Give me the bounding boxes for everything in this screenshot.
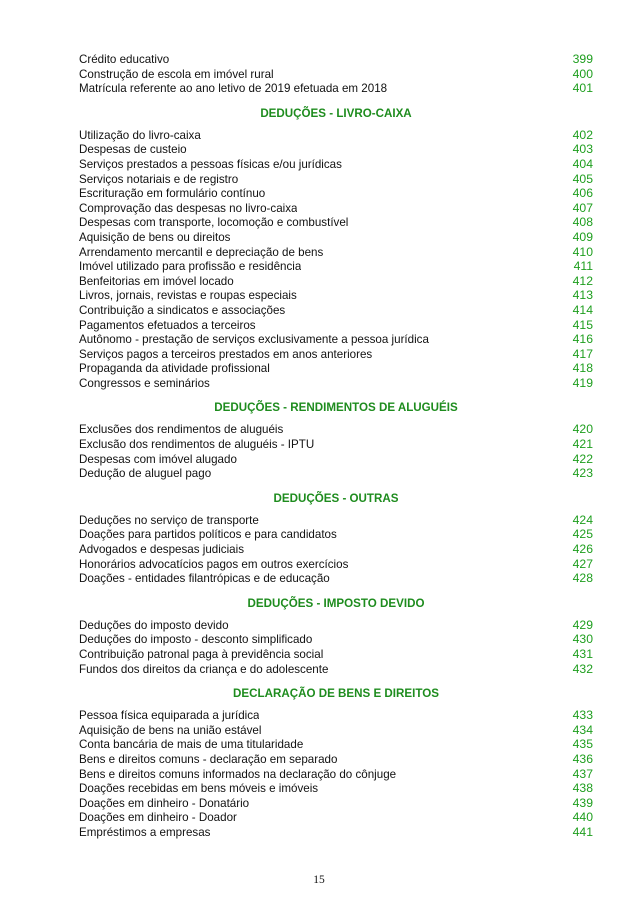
toc-entry-page-number: 399: [572, 52, 593, 66]
toc-entry[interactable]: [79, 245, 593, 260]
toc-entry-title: Matrícula referente ao ano letivo de 2019 efetuada em 2018: [79, 82, 388, 96]
toc-entry-title: Utilização do livro-caixa: [79, 128, 201, 142]
toc-entry[interactable]: [79, 632, 593, 647]
toc-entry-title: Despesas de custeio: [79, 143, 187, 157]
toc-entry-page-number: 423: [572, 466, 593, 481]
toc-entry[interactable]: [79, 201, 593, 216]
toc-entry-title: Advogados e despesas judiciais: [79, 543, 244, 557]
toc-entry-page-number: 413: [572, 288, 593, 303]
toc-entry[interactable]: [79, 542, 593, 557]
toc-entry-title: Contribuição a sindicatos e associações: [79, 303, 286, 317]
section-heading: DEDUÇÕES - IMPOSTO DEVIDO: [247, 596, 425, 610]
section-heading: DEDUÇÕES - LIVRO-CAIXA: [260, 106, 412, 120]
toc-entry-title: Serviços pagos a terceiros prestados em anos anteriores: [79, 347, 373, 361]
toc-entry-page-number: 417: [572, 346, 593, 361]
toc-entry[interactable]: [79, 172, 593, 187]
toc-entry-title: Serviços notariais e de registro: [79, 172, 239, 186]
toc-entry-title: Autônomo - prestação de serviços exclusivamente a pessoa jurídica: [79, 333, 429, 347]
toc-entry[interactable]: [79, 571, 593, 586]
toc-entry-title: Benfeitorias em imóvel locado: [79, 274, 234, 288]
table-of-contents: [79, 52, 593, 840]
toc-entry[interactable]: [79, 274, 593, 289]
toc-entry-title: Doações em dinheiro - Donatário: [79, 796, 250, 810]
toc-entry-page-number: 427: [572, 556, 593, 571]
toc-entry-page-number: 438: [572, 781, 593, 796]
toc-entry-page-number: 406: [572, 186, 593, 201]
toc-entry[interactable]: [79, 825, 593, 840]
toc-entry-title: Despesas com imóvel alugado: [79, 452, 237, 466]
toc-entry-page-number: 432: [572, 661, 593, 676]
toc-entry-title: Conta bancária de mais de uma titularidade: [79, 738, 304, 752]
toc-entry[interactable]: [79, 752, 593, 767]
toc-entry[interactable]: [79, 557, 593, 572]
toc-entry-title: Exclusões dos rendimentos de aluguéis: [79, 423, 284, 437]
toc-entry-title: Arrendamento mercantil e depreciação de bens: [79, 245, 324, 259]
toc-entry-page-number: 430: [572, 632, 593, 647]
toc-entry-page-number: 415: [572, 317, 593, 332]
toc-entry-title: Bens e direitos comuns - declaração em separado: [79, 752, 338, 766]
toc-entry-title: Crédito educativo: [79, 53, 170, 66]
toc-entry[interactable]: [79, 708, 593, 723]
toc-entry[interactable]: [79, 318, 593, 333]
toc-entry-page-number: 441: [572, 824, 593, 839]
toc-entry-title: Doações - entidades filantrópicas e de educação: [79, 572, 330, 586]
toc-entry-title: Honorários advocatícios pagos em outros exercícios: [79, 557, 349, 571]
toc-entry[interactable]: [79, 527, 593, 542]
toc-entry-page-number: 409: [572, 229, 593, 244]
toc-entry-page-number: 422: [572, 451, 593, 466]
toc-entry-page-number: 436: [572, 751, 593, 766]
toc-entry-title: Doações recebidas em bens móveis e imóveis: [79, 782, 319, 796]
toc-entry-page-number: 405: [572, 171, 593, 186]
toc-entry-title: Doações para partidos políticos e para candidatos: [79, 528, 337, 542]
toc-entry-title: Despesas com transporte, locomoção e combustível: [79, 216, 349, 230]
toc-entry-page-number: 428: [572, 571, 593, 586]
toc-entry-title: Pagamentos efetuados a terceiros: [79, 318, 256, 332]
toc-entry[interactable]: [79, 376, 593, 391]
toc-entry-page-number: 414: [572, 302, 593, 317]
toc-entry[interactable]: [79, 230, 593, 245]
toc-entry-page-number: 439: [572, 795, 593, 810]
toc-entry-title: Serviços prestados a pessoas físicas e/ou jurídicas: [79, 157, 342, 171]
toc-entry[interactable]: [79, 723, 593, 738]
toc-entry-page-number: 416: [572, 332, 593, 347]
toc-entry-title: Aquisição de bens na união estável: [79, 723, 262, 737]
toc-entry[interactable]: [79, 186, 593, 201]
page-number: 15: [313, 874, 325, 886]
toc-entry-page-number: 440: [572, 810, 593, 825]
toc-entry-page-number: 404: [572, 156, 593, 171]
toc-entry-title: Exclusão dos rendimentos de aluguéis - IPTU: [79, 438, 315, 452]
toc-entry-page-number: 429: [572, 617, 593, 632]
toc-entry-title: Bens e direitos comuns informados na declaração do cônjuge: [79, 767, 397, 781]
toc-entry[interactable]: [79, 466, 593, 481]
toc-entry-title: Fundos dos direitos da criança e do adolescente: [79, 662, 329, 676]
toc-entry-page-number: 407: [572, 200, 593, 215]
toc-entry-page-number: 412: [572, 273, 593, 288]
toc-entry-title: Comprovação das despesas no livro-caixa: [79, 201, 298, 215]
toc-entry-page-number: 435: [572, 737, 593, 752]
toc-entry-page-number: 437: [572, 766, 593, 781]
section-heading: DEDUÇÕES - RENDIMENTOS DE ALUGUÉIS: [214, 401, 458, 415]
section-heading: DECLARAÇÃO DE BENS E DIREITOS: [233, 687, 439, 701]
toc-entry-title: Pessoa física equiparada a jurídica: [79, 709, 260, 723]
toc-entry-title: Dedução de aluguel pago: [79, 467, 212, 481]
toc-entry-page-number: 433: [572, 708, 593, 723]
toc-entry-page-number: 431: [572, 647, 593, 661]
toc-entry-title: Empréstimos a empresas: [79, 825, 211, 839]
toc-entry[interactable]: [79, 662, 593, 677]
toc-entry-page-number: 419: [572, 375, 593, 390]
toc-entry-page-number: 410: [572, 244, 593, 259]
section-heading: DEDUÇÕES - OUTRAS: [273, 491, 399, 505]
toc-entry-title: Deduções do imposto devido: [79, 618, 229, 632]
toc-entry-page-number: 421: [572, 437, 593, 452]
toc-entry-page-number: 402: [572, 127, 593, 142]
toc-entry[interactable]: [79, 781, 593, 796]
toc-entry[interactable]: [79, 81, 593, 96]
toc-entry[interactable]: [79, 332, 593, 347]
toc-entry-page-number: 411: [573, 259, 593, 274]
toc-entry-title: Congressos e seminários: [79, 376, 210, 390]
toc-entry[interactable]: [79, 303, 593, 318]
toc-entry-page-number: 400: [572, 66, 593, 81]
toc-entry-page-number: 408: [572, 215, 593, 230]
toc-entry-title: Aquisição de bens ou direitos: [79, 230, 231, 244]
toc-entry-title: Contribuição patronal paga à previdência social: [79, 648, 324, 661]
toc-entry-page-number: 426: [572, 542, 593, 557]
toc-entry-title: Propaganda da atividade profissional: [79, 362, 270, 376]
toc-entry[interactable]: [79, 737, 593, 752]
toc-entry-title: Escrituração em formulário contínuo: [79, 187, 266, 201]
toc-entry-page-number: 403: [572, 142, 593, 157]
toc-entry[interactable]: [79, 422, 593, 437]
toc-entry-title: Livros, jornais, revistas e roupas especiais: [79, 289, 297, 303]
toc-entry[interactable]: [79, 67, 593, 82]
toc-entry[interactable]: [79, 647, 593, 662]
toc-entry[interactable]: [79, 810, 593, 825]
toc-entry[interactable]: [79, 157, 593, 172]
toc-entry[interactable]: [79, 796, 593, 811]
toc-entry[interactable]: [79, 618, 593, 633]
toc-entry-page-number: 425: [572, 527, 593, 542]
toc-entry[interactable]: [79, 128, 593, 143]
toc-entry[interactable]: [79, 513, 593, 528]
toc-entry-title: Deduções do imposto - desconto simplificado: [79, 633, 313, 647]
toc-entry[interactable]: [79, 347, 593, 362]
toc-entry-title: Doações em dinheiro - Doador: [79, 811, 237, 825]
toc-entry-page-number: 418: [572, 361, 593, 376]
toc-entry-page-number: 434: [572, 722, 593, 737]
toc-entry[interactable]: [79, 288, 593, 303]
toc-entry[interactable]: [79, 452, 593, 467]
toc-entry[interactable]: [79, 215, 593, 230]
toc-entry[interactable]: [79, 142, 593, 157]
toc-entry[interactable]: [79, 52, 593, 67]
toc-entry[interactable]: [79, 361, 593, 376]
toc-entry[interactable]: [79, 259, 593, 274]
toc-entry-page-number: 420: [572, 422, 593, 437]
toc-entry-page-number: 424: [572, 512, 593, 527]
toc-entry-title: Imóvel utilizado para profissão e residência: [79, 260, 302, 274]
toc-entry-page-number: 401: [572, 81, 593, 96]
toc-entry-title: Deduções no serviço de transporte: [79, 513, 259, 527]
toc-entry[interactable]: [79, 437, 593, 452]
toc-entry-title: Construção de escola em imóvel rural: [79, 67, 274, 81]
toc-entry[interactable]: [79, 767, 593, 782]
